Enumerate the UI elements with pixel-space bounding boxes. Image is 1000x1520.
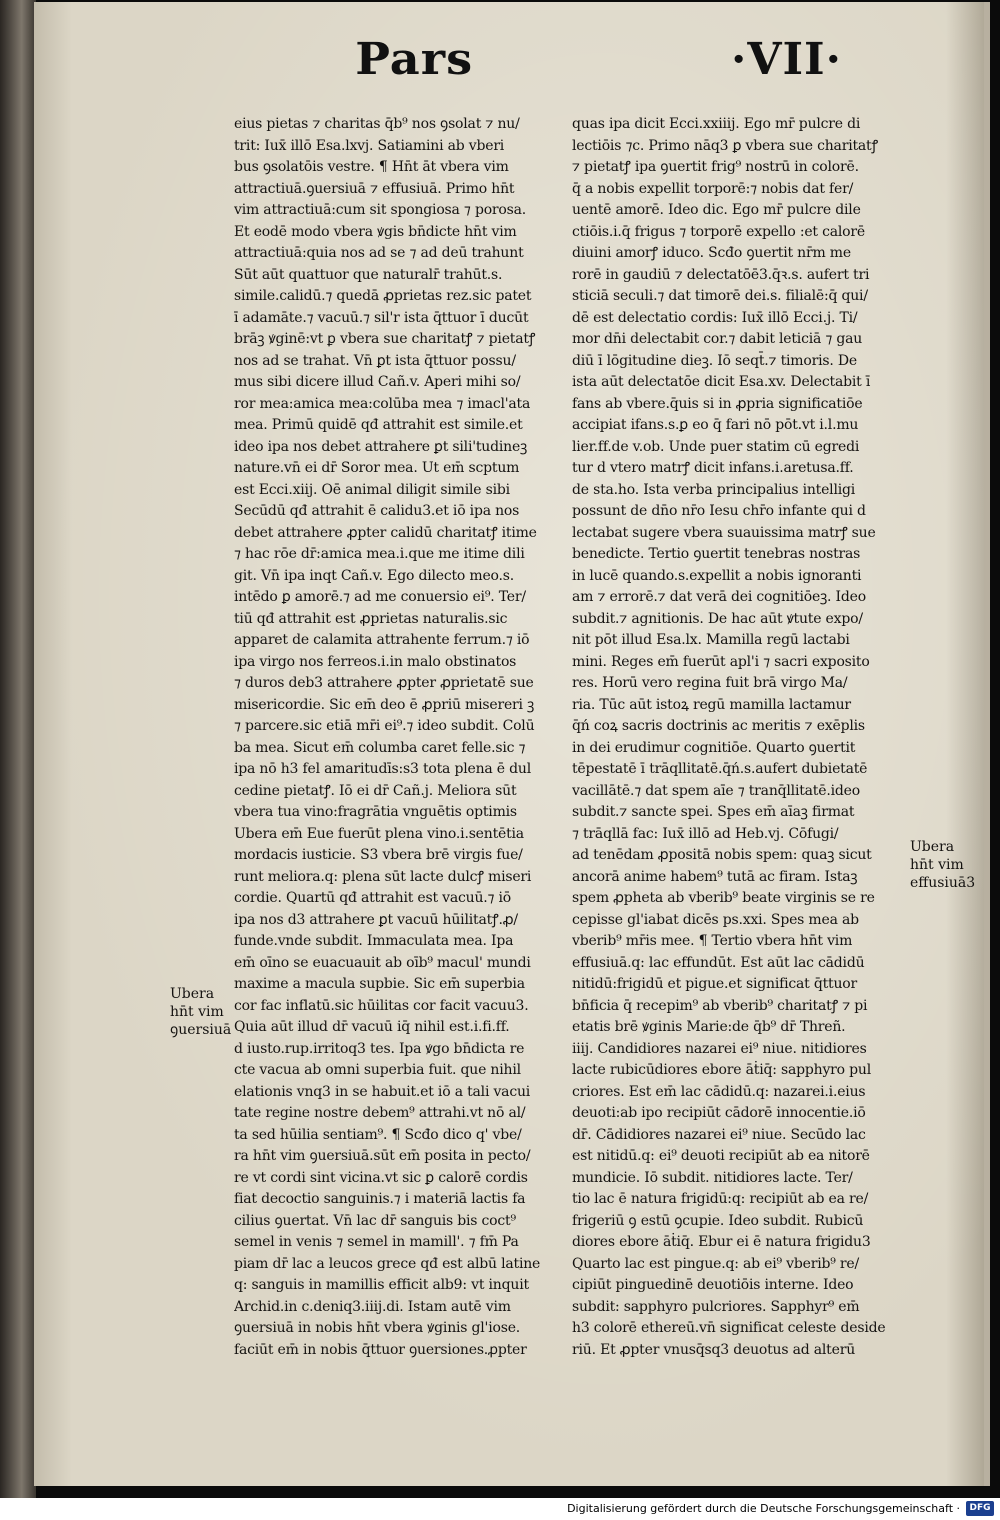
text-line: apparet de calamita attrahente ferrum.⁊ iō	[234, 632, 530, 648]
text-line: cipiūt pinguedinē deuotiōis interne. Ideo	[572, 1277, 854, 1293]
text-line: rorē in gaudiū ⁊ delectatōē3.q̄ꝛ.s. aufert tri	[572, 266, 870, 283]
digitization-footer	[0, 1498, 1000, 1520]
text-line: cte vacua ab omni superbia fuit. que nihil	[234, 1062, 521, 1078]
text-line: intēdo ꝑ amorē.⁊ ad me conuersio ei⁹. Ter/	[234, 589, 526, 605]
text-line: ipa nos d3 attrahere ꝑt vacuū hūilitatꝭ.ꝓ/	[234, 911, 518, 928]
text-line: Et eodē modo vbera ꝟgis bn̄dicte hn̄t vim	[234, 223, 517, 240]
margin-note-line: ꝯuersiuā	[170, 1022, 232, 1038]
text-line: nit pōt illud Esa.lx. Mamilla regū lactabi	[572, 632, 850, 648]
text-line: ideo ipa nos debet attrahere ꝑt sili'tudineꝫ	[234, 438, 528, 455]
text-line: ctiōis.i.q̄ frigus ⁊ torporē expello :et calorē	[572, 223, 865, 240]
text-line: cilius ꝯuertat. Vn̄ lac dr̄ sanguis bis coct⁹	[234, 1212, 516, 1229]
text-line: fans ab vbere.q̄uis si in ꝓpria significatiōe	[572, 395, 863, 412]
text-line: elationis vnq3 in se habuit.et iō a tali vacui	[234, 1083, 531, 1100]
margin-note-line: hn̄t vim	[910, 857, 964, 873]
text-line: ⁊ parcere.sic etiā mr̄i ei⁹.⁊ ideo subdit. Colū	[234, 718, 535, 734]
book-spine	[0, 0, 36, 1498]
margin-note-line: hn̄t vim	[170, 1004, 224, 1020]
text-line: cordie. Quartū qđ attrahit est vacuū.⁊ iō	[234, 890, 512, 906]
text-line: lier.ff.de v.ob. Unde puer statim cū egredi	[572, 438, 860, 455]
text-line: git. Vn̄ ipa inqt Cañ.v. Ego dilecto meo.s.	[234, 567, 515, 584]
text-line: ancorā anime habem⁹ tutā ac firam. Istaꝫ	[572, 868, 858, 885]
text-line: riū. Et ꝓpter vnusq̄sq3 deuotus ad alterū	[572, 1341, 856, 1358]
text-line: vberib⁹ mr̄is mee. ¶ Tertio vbera hn̄t vim	[572, 933, 853, 949]
text-line: lacte rubicūdiores ebore āṫiq̄: sapphyro pul	[572, 1062, 872, 1078]
text-line: ror mea:amica mea:colūba mea ⁊ imacl'ata	[234, 395, 531, 412]
text-line: mundicie. Iō subdit. nitidiores lacte. Ter/	[572, 1169, 853, 1186]
running-head-left: Pars	[355, 34, 474, 85]
text-line: q̄ń coꝝ sacris doctrinis ac meritis ⁊ exēplis	[572, 718, 865, 734]
text-line: dr̄. Cādidiores nazarei ei⁹ niue. Secūdo lac	[572, 1126, 866, 1143]
text-line: ⁊ trāqllā fac: Iux̄ illō ad Heb.vj. Cōfugi/	[572, 825, 839, 842]
text-line: ria. Tūc aūt istoꝝ regū mamilla lactamur	[572, 696, 851, 713]
margin-note-left	[170, 985, 231, 1039]
margin-note-line: effusiuā3	[910, 875, 976, 891]
text-line: tate regine nostre debem⁹ attrahi.vt nō al/	[234, 1105, 526, 1121]
text-line: q̄ a nobis expellit torporē:⁊ nobis dat fer/	[572, 180, 854, 197]
text-line: nature.vn̄ ei dr̄ Soror mea. Ut em̄ scptum	[234, 460, 520, 476]
text-line: mini. Reges em̄ fuerūt apl'i ⁊ sacri exposito	[572, 653, 870, 670]
text-line: ra hn̄t vim ꝯuersiuā.sūt em̄ posita in pecto/	[234, 1148, 531, 1164]
text-line: bn̄ficia q̄ recepim⁹ ab vberib⁹ charitatꝭ ⁊ pi	[572, 997, 868, 1014]
text-line: dē est delectatio cordis: Iux̄ illō Ecci.j. Ti/	[572, 309, 858, 326]
text-line: d iusto.rup.irritoq3 tes. Ipa ꝟgo bn̄dicta re	[234, 1040, 525, 1057]
text-line: quas ipa dicit Ecci.xxiiij. Ego mr̄ pulcre di	[572, 116, 861, 132]
text-line: tio lac ē natura frigidū:q: recipiūt ab ea re/	[572, 1191, 869, 1207]
text-line: lectabat sugere vbera suauissima matrꝭ sue	[572, 524, 876, 541]
text-line: trit: Iux̄ illō Esa.lxvj. Satiamini ab vberi	[234, 137, 505, 154]
text-line: tur d vtero matrꝭ dicit infans.i.aretusa.ff.	[572, 460, 854, 476]
text-line: re vt cordi sint vicina.vt sic ꝑ calorē cordis	[234, 1169, 528, 1186]
text-line: simile.calidū.⁊ quedā ꝓprietas rez.sic patet	[234, 288, 532, 304]
text-line: frigeriū ꝯ estū ꝯcupie. Ideo subdit. Rubicū	[572, 1212, 864, 1229]
text-line: vacillātē.⁊ dat spem aīe ⁊ tranq̄llitatē.ideo	[572, 782, 860, 799]
text-line: criores. Est em̄ lac cādidū.q: nazarei.i.eius	[572, 1083, 866, 1100]
text-line: runt meliora.q: plena sūt lacte dulcꝭ miseri	[234, 868, 532, 885]
text-line: ī adamāte.⁊ vacuū.⁊ sil'r ista q̄ttuor ī ducūt	[234, 309, 529, 326]
text-line: eius pietas ⁊ charitas q̄b⁹ nos ꝯsolat ⁊ nu/	[234, 116, 520, 132]
text-line: diuini amorꝭ iduco. Scđo ꝯuertit nr̄m me	[572, 245, 851, 261]
text-line: em̄ oīno se euacuauit ab oīb⁹ macul' mundi	[234, 954, 531, 971]
text-line: faciūt em̄ in nobis q̄ttuor ꝯuersiones.ꝓpter	[234, 1341, 527, 1358]
text-line: ⁊ pietatꝭ ipa ꝯuertit frig⁹ nostrū in colorē.	[572, 159, 859, 175]
text-line: sticiā seculi.⁊ dat timorē dei.s. filialē:q̄ qui/	[572, 288, 868, 304]
text-line: Secūdū qđ attrahit ē calidu3.et iō ipa nos	[234, 503, 520, 519]
text-line: spem ꝓpheta ab vberib⁹ beate virginis se re	[572, 890, 875, 906]
text-line: ⁊ duros deb3 attrahere ꝓpter ꝓprietatē sue	[234, 675, 534, 691]
text-line: mea. Primū quidē qđ attrahit est simile.et	[234, 417, 523, 433]
text-line: etatis brē ꝟginis Marie:de q̄b⁹ dr̄ Threñ.	[572, 1019, 846, 1035]
text-line: mordacis iusticie. S3 vbera brē virgis fue/	[234, 847, 523, 863]
text-line: nos ad se trahat. Vn̄ ꝑt ista q̄ttuor possu/	[234, 352, 516, 369]
text-line: ipa virgo nos ferreos.i.in malo obstinatos	[234, 653, 517, 670]
text-line: benedicte. Tertio ꝯuertit tenebras nostras	[572, 546, 861, 562]
text-line: Sūt aūt quattuor que naturalr̄ trahūt.s.	[234, 266, 503, 283]
margin-note-line: Ubera	[910, 839, 955, 855]
text-line: res. Horū vero regina fuit brā virgo Ma/	[572, 675, 848, 691]
text-line: possunt de dn̄o nr̄o Iesu chr̄o infante qui d	[572, 503, 866, 519]
text-line: ipa nō h3 fel amaritudīs:s3 tota plena ē dul	[234, 761, 531, 777]
text-line: diū ī lōgitudine dieꝫ. Iō seqt̄.⁊ timoris. De	[572, 352, 857, 369]
text-line: uentē amorē. Ideo dic. Ego mr̄ pulcre dile	[572, 202, 861, 218]
text-line: brāꝫ ꝟginē:vt ꝑ vbera sue charitatꝭ ⁊ pietatꝭ	[234, 331, 536, 347]
text-line: maxime a macula supbie. Sic em̄ superbia	[234, 976, 525, 992]
text-line: mus sibi dicere illud Cañ.v. Aperi mihi so/	[234, 374, 521, 390]
text-line: semel in venis ⁊ semel in mamill'. ⁊ fm̄ Pa	[234, 1234, 519, 1250]
footer-credit: Digitalisierung gefördert durch die Deutsche Forschungsgemeinschaft ·	[567, 1502, 960, 1515]
margin-note-line: Ubera	[170, 986, 215, 1002]
text-line: est nitidū.q: ei⁹ deuoti recipiūt ab ea nitorē	[572, 1148, 870, 1164]
text-line: vim attractiuā:cum sit spongiosa ⁊ porosa.	[234, 202, 527, 218]
text-line: misericordie. Sic em̄ deo ē ꝓpriū misereri ꝫ	[234, 696, 535, 713]
text-line: subdit.⁊ agnitionis. De hac aūt ꝟtute expo/	[572, 610, 863, 627]
text-line: tiū qđ attrahit est ꝓprietas naturalis.sic	[234, 610, 508, 627]
text-line: effusiuā.q: lac effundūt. Est aūt lac cādidū	[572, 954, 865, 971]
text-line: q: sanguis in mamillis efficit alb9: vt inquit	[234, 1277, 529, 1293]
text-line: diores ebore āṫiq̄. Ebur ei ē natura frigidu3	[572, 1234, 871, 1250]
text-line: in lucē quando.s.expellit a nobis ignoranti	[572, 567, 862, 584]
text-line: nitidū:frigidū et pigue.et significat q̄ttuor	[572, 976, 857, 992]
text-line: am ⁊ errorē.⁊ dat verā dei cognitiōeꝫ. Ideo	[572, 589, 866, 605]
text-line: accipiat ifans.s.ꝑ eo q̄ fari nō pōt.vt i.l.mu	[572, 417, 859, 433]
text-column-right	[572, 114, 908, 1361]
text-line: subdit: sapphyro pulcriores. Sapphyr⁹ em̄	[572, 1298, 860, 1315]
text-line: iiij. Candidiores nazarei ei⁹ niue. nitidiores	[572, 1040, 867, 1057]
text-line: debet attrahere ꝓpter calidū charitatꝭ itime	[234, 524, 537, 541]
text-line: h3 colorē ethereū.vn̄ significat celeste deside	[572, 1320, 886, 1336]
text-line: vbera tua vino:fragrātia vnguētis optimis	[234, 804, 517, 820]
text-line: ad tenēdam ꝓpositā nobis spem: quaꝫ sicut	[572, 847, 872, 863]
text-line: Quia aūt illud dr̄ vacuū iq̄ nihil est.i.fi.ff.	[234, 1019, 510, 1035]
text-line: mor dn̄i delectabit cor.⁊ dabit leticiā ⁊ gau	[572, 331, 863, 347]
text-line: subdit.⁊ sancte spei. Spes em̄ aīaꝫ firmat	[572, 804, 855, 820]
margin-note-right	[910, 838, 975, 892]
text-line: ista aūt delectatōe dicit Esa.xv. Delectabit ī	[572, 374, 871, 390]
text-line: cepisse gl'iabat dicēs ps.xxi. Spes mea ab	[572, 911, 859, 928]
text-line: de sta.ho. Ista verba principalius intelligi	[572, 481, 856, 498]
text-line: lectiōis ⁊c. Primo nāq3 ꝑ vbera sue charitatꝭ	[572, 137, 878, 154]
text-line: tēpestatē ī trāqllitatē.q̄ń.s.aufert dubietatē	[572, 761, 868, 777]
text-line: ta sed hūilia sentiam⁹. ¶ Scđo dico q' vbe/	[234, 1126, 522, 1143]
text-line: Ubera em̄ Eue fuerūt plena vino.i.sentētia	[234, 825, 524, 842]
text-line: deuoti:ab ipo recipiūt cādorē innocentie.iō	[572, 1105, 866, 1121]
text-line: attractiuā.ꝯuersiuā ⁊ effusiuā. Primo hn̄t	[234, 180, 515, 197]
text-line: bus ꝯsolatōis vestre. ¶ Hn̄t āt vbera vim	[234, 159, 509, 175]
text-line: funde.vnde subdit. Immaculata mea. Ipa	[234, 933, 514, 949]
text-line: ⁊ hac rōe dr̄:amica mea.i.que me itime dili	[234, 546, 525, 562]
text-line: Quarto lac est pingue.q: ab ei⁹ vberib⁹ re/	[572, 1255, 860, 1272]
text-line: cedine pietatꝭ. Iō ei dr̄ Cañ.j. Meliora sūt	[234, 782, 517, 799]
text-column-left	[234, 114, 564, 1361]
text-line: ꝯuersiuā in nobis hn̄t vbera ꝟginis gl'iose.	[234, 1320, 521, 1336]
text-line: est Ecci.xiij. Oē animal diligit simile sibi	[234, 481, 510, 498]
text-line: in dei erudimur cognitiōe. Quarto ꝯuertit	[572, 739, 856, 756]
text-line: fiat decoctio sanguinis.⁊ i materiā lactis fa	[234, 1191, 526, 1207]
running-head-right: ·VII·	[731, 34, 842, 85]
text-line: Archid.in c.deniq3.iiij.di. Istam autē vim	[234, 1298, 511, 1315]
dfg-logo: DFG	[966, 1501, 994, 1516]
text-line: piam dr̄ lac a leucos grece qđ est albū latine	[234, 1255, 541, 1272]
text-line: ba mea. Sicut em̄ columba caret felle.sic ⁊	[234, 739, 526, 756]
text-line: cor fac inflatū.sic hūilitas cor facit vacuu3.	[234, 997, 529, 1014]
text-line: attractiuā:quia nos ad se ⁊ ad deū trahunt	[234, 245, 524, 261]
